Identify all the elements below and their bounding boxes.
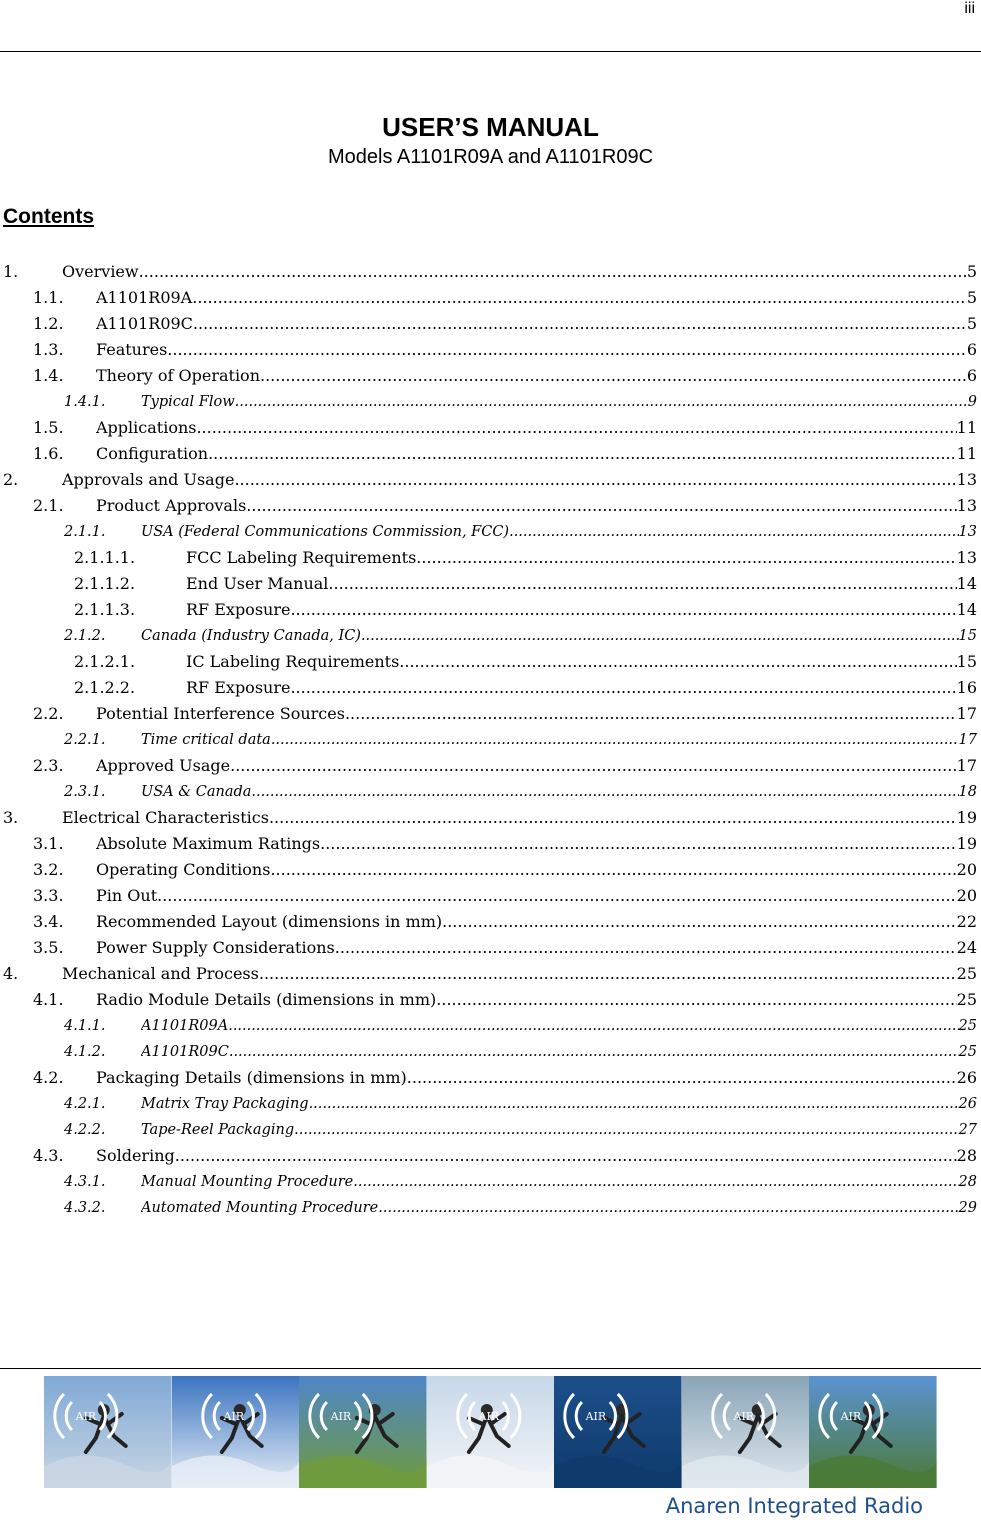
- toc-leader-dots: [259, 961, 957, 987]
- toc-entry[interactable]: [0, 571, 981, 597]
- toc-entry-label: Absolute Maximum Ratings: [96, 834, 321, 853]
- toc-entry-label: Soldering: [96, 1146, 175, 1165]
- toc-entry[interactable]: [0, 649, 981, 675]
- toc-leader-dots: [235, 389, 968, 415]
- toc-entry-page: 28: [958, 1174, 977, 1190]
- svg-text:AIR: AIR: [330, 1409, 352, 1424]
- toc-entry-label: Packaging Details (dimensions in mm): [96, 1068, 407, 1087]
- toc-entry[interactable]: [0, 727, 981, 753]
- toc-entry-number: 4.1.1.: [64, 1018, 106, 1034]
- toc-entry-number: 4.2.1.: [64, 1096, 106, 1112]
- toc-entry-page: 22: [956, 912, 977, 931]
- toc-entry-page: 9: [967, 394, 977, 410]
- banner-panel: [172, 1376, 300, 1488]
- toc-leader-dots: [208, 441, 957, 467]
- toc-leader-dots: [361, 623, 959, 649]
- sports-banner: [44, 1376, 937, 1488]
- toc-entry[interactable]: [0, 1065, 981, 1091]
- toc-entry[interactable]: [0, 545, 981, 571]
- toc-entry-number: 4.2.2.: [64, 1122, 106, 1138]
- toc-leader-dots: [251, 779, 958, 805]
- toc-entry-number: 1.2.: [33, 314, 64, 333]
- toc-entry-number: 2.2.1.: [64, 732, 106, 748]
- svg-text:AIR: AIR: [478, 1409, 499, 1424]
- toc-entry-page: 13: [958, 524, 977, 540]
- toc-entry-page: 27: [958, 1122, 977, 1138]
- toc-entry-page: 24: [956, 938, 977, 957]
- toc-entry-number: 4.: [3, 964, 19, 983]
- toc-entry-number: 3.: [3, 808, 19, 827]
- toc-entry-page: 14: [956, 574, 977, 593]
- toc-entry[interactable]: [0, 857, 981, 883]
- toc-entry-page: 5: [966, 288, 977, 307]
- toc-entry-page: 11: [956, 444, 977, 463]
- toc-entry-label: RF Exposure: [186, 600, 291, 619]
- toc-entry[interactable]: [0, 987, 981, 1013]
- toc-entry-number: 2.1.1.2.: [74, 574, 136, 593]
- toc-entry[interactable]: [0, 831, 981, 857]
- toc-leader-dots: [192, 285, 967, 311]
- toc-entry-number: 4.3.: [33, 1146, 64, 1165]
- toc-entry-label: USA & Canada: [141, 784, 252, 800]
- toc-entry-number: 4.3.2.: [64, 1200, 106, 1216]
- toc-entry[interactable]: [0, 389, 981, 415]
- toc-entry-page: 5: [966, 262, 977, 281]
- toc-entry[interactable]: [0, 1195, 981, 1221]
- toc-entry-number: 4.1.: [33, 990, 64, 1009]
- toc-leader-dots: [196, 415, 956, 441]
- toc-leader-dots: [229, 1039, 959, 1065]
- svg-text:AIR: AIR: [585, 1409, 607, 1424]
- toc-entry-number: 4.3.1.: [64, 1174, 106, 1190]
- toc-entry-page: 6: [966, 340, 977, 359]
- toc-entry-number: 2.1.1.1.: [74, 548, 136, 567]
- toc-leader-dots: [509, 519, 958, 545]
- toc-entry-number: 1.4.1.: [64, 394, 106, 410]
- toc-entry-number: 2.3.: [33, 756, 64, 775]
- toc-entry-label: FCC Labeling Requirements: [186, 548, 417, 567]
- toc-entry-label: RF Exposure: [186, 678, 291, 697]
- toc-entry-page: 16: [956, 678, 977, 697]
- svg-text:AIR: AIR: [75, 1409, 97, 1424]
- toc-entry-label: Overview: [62, 262, 139, 281]
- toc-entry-number: 1.5.: [33, 418, 64, 437]
- toc-entry[interactable]: [0, 623, 981, 649]
- toc-entry-page: 11: [956, 418, 977, 437]
- toc-entry-page: 17: [956, 704, 977, 723]
- toc-entry[interactable]: [0, 415, 981, 441]
- toc-leader-dots: [328, 571, 956, 597]
- document-subtitle: Models A1101R09A and A1101R09C: [327, 146, 654, 168]
- toc-entry-label: Time critical data: [141, 732, 271, 748]
- toc-leader-dots: [269, 805, 957, 831]
- toc-leader-dots: [399, 649, 956, 675]
- toc-entry-label: Typical Flow: [141, 394, 235, 410]
- toc-entry-label: Operating Conditions: [96, 860, 271, 879]
- toc-entry-page: 5: [966, 314, 977, 333]
- toc-leader-dots: [228, 1013, 958, 1039]
- toc-entry-label: USA (Federal Communications Commission, FCC): [141, 524, 510, 540]
- toc-entry-label: Features: [96, 340, 168, 359]
- toc-entry[interactable]: [0, 1117, 981, 1143]
- toc-entry-number: 2.1.: [33, 496, 64, 515]
- toc-leader-dots: [290, 597, 956, 623]
- toc-entry-number: 1.1.: [33, 288, 64, 307]
- toc-entry-number: 2.: [3, 470, 19, 489]
- toc-entry[interactable]: [0, 753, 981, 779]
- toc-entry-label: Approvals and Usage: [62, 470, 235, 489]
- toc-entry[interactable]: [0, 311, 981, 337]
- toc-entry-page: 25: [956, 964, 977, 983]
- toc-entry-number: 3.5.: [33, 938, 64, 957]
- toc-leader-dots: [290, 675, 956, 701]
- toc-leader-dots: [175, 1143, 957, 1169]
- toc-entry-page: 25: [956, 990, 977, 1009]
- toc-entry-label: Recommended Layout (dimensions in mm): [96, 912, 443, 931]
- toc-entry-number: 4.2.: [33, 1068, 64, 1087]
- brand-logo-text: Anaren Integrated Radio: [665, 1494, 923, 1518]
- toc-entry-number: 3.4.: [33, 912, 64, 931]
- toc-entry[interactable]: [0, 935, 981, 961]
- toc-entry-page: 20: [956, 860, 977, 879]
- toc-leader-dots: [335, 935, 957, 961]
- toc-leader-dots: [139, 259, 967, 285]
- toc-entry-page: 14: [956, 600, 977, 619]
- toc-leader-dots: [353, 1169, 958, 1195]
- banner-panel: [809, 1376, 937, 1488]
- toc-entry[interactable]: [0, 363, 981, 389]
- contents-heading: Contents: [3, 205, 94, 228]
- toc-entry[interactable]: [0, 1169, 981, 1195]
- toc-entry-number: 1.6.: [33, 444, 64, 463]
- toc-entry[interactable]: [0, 675, 981, 701]
- toc-entry-label: Automated Mounting Procedure: [141, 1200, 379, 1216]
- toc-entry-page: 28: [956, 1146, 977, 1165]
- toc-entry-label: Pin Out: [96, 886, 158, 905]
- toc-entry-label: Configuration: [96, 444, 209, 463]
- toc-entry-number: 3.1.: [33, 834, 64, 853]
- toc-entry-page: 19: [956, 808, 977, 827]
- page-number: iii: [964, 0, 975, 17]
- toc-entry-page: 13: [956, 548, 977, 567]
- toc-entry-page: 15: [956, 652, 977, 671]
- toc-entry[interactable]: [0, 1039, 981, 1065]
- toc-entry[interactable]: [0, 467, 981, 493]
- document-title: USER’S MANUAL: [382, 112, 599, 142]
- toc-entry-label: Radio Module Details (dimensions in mm): [96, 990, 437, 1009]
- svg-text:AIR: AIR: [223, 1409, 244, 1424]
- toc-entry-label: Power Supply Considerations: [96, 938, 335, 957]
- toc-entry-page: 13: [956, 470, 977, 489]
- toc-entry-page: 26: [956, 1068, 977, 1087]
- toc-entry-page: 15: [958, 628, 977, 644]
- toc-entry-page: 25: [958, 1018, 977, 1034]
- toc-leader-dots: [234, 467, 956, 493]
- toc-leader-dots: [260, 363, 967, 389]
- toc-leader-dots: [407, 1065, 957, 1091]
- toc-entry-label: Mechanical and Process: [62, 964, 259, 983]
- toc-leader-dots: [345, 701, 957, 727]
- toc-entry-label: Approved Usage: [96, 756, 231, 775]
- toc-entry[interactable]: [0, 493, 981, 519]
- toc-entry-page: 6: [966, 366, 977, 385]
- toc-entry-label: Tape-Reel Packaging: [141, 1122, 295, 1138]
- toc-entry[interactable]: [0, 337, 981, 363]
- banner-panel: [299, 1376, 427, 1488]
- toc-entry-number: 1.3.: [33, 340, 64, 359]
- toc-leader-dots: [442, 909, 957, 935]
- toc-entry[interactable]: [0, 961, 981, 987]
- banner-panel: [554, 1376, 682, 1488]
- toc-entry[interactable]: [0, 597, 981, 623]
- toc-leader-dots: [271, 727, 959, 753]
- toc-leader-dots: [416, 545, 956, 571]
- toc-entry[interactable]: [0, 1091, 981, 1117]
- toc-leader-dots: [436, 987, 956, 1013]
- toc-entry-number: 2.1.1.: [64, 524, 106, 540]
- header-rule: [0, 51, 981, 52]
- svg-text:AIR: AIR: [841, 1409, 862, 1424]
- banner-panel: [44, 1376, 172, 1488]
- toc-entry[interactable]: [0, 285, 981, 311]
- toc-entry-label: IC Labeling Requirements: [186, 652, 400, 671]
- toc-entry-label: Canada (Industry Canada, IC): [141, 628, 361, 644]
- toc-entry-page: 25: [958, 1044, 977, 1060]
- toc-entry-label: Potential Interference Sources: [96, 704, 345, 723]
- toc-leader-dots: [270, 857, 956, 883]
- toc-leader-dots: [167, 337, 967, 363]
- toc-leader-dots: [309, 1091, 959, 1117]
- toc-entry-number: 3.2.: [33, 860, 64, 879]
- toc-entry-label: A1101R09A: [96, 288, 193, 307]
- toc-entry-page: 17: [958, 732, 977, 748]
- toc-entry-label: A1101R09C: [96, 314, 193, 333]
- toc-entry-page: 19: [956, 834, 977, 853]
- toc-entry-page: 20: [956, 886, 977, 905]
- toc-entry-number: 4.1.2.: [64, 1044, 106, 1060]
- toc-entry-label: Theory of Operation: [96, 366, 260, 385]
- toc-entry-number: 1.4.: [33, 366, 64, 385]
- toc-entry-number: 2.1.2.: [64, 628, 106, 644]
- toc-leader-dots: [157, 883, 957, 909]
- toc-entry-number: 2.1.2.1.: [74, 652, 136, 671]
- toc-entry-label: A1101R09C: [141, 1044, 229, 1060]
- toc-leader-dots: [320, 831, 957, 857]
- toc-entry-label: Electrical Characteristics: [62, 808, 269, 827]
- toc-entry-number: 2.3.1.: [64, 784, 106, 800]
- toc-entry-page: 29: [958, 1200, 977, 1216]
- toc-entry-number: 2.1.2.2.: [74, 678, 136, 697]
- banner-panel: [427, 1376, 555, 1488]
- toc-entry-label: Applications: [96, 418, 197, 437]
- toc-entry-page: 18: [958, 784, 977, 800]
- toc-entry[interactable]: [0, 1013, 981, 1039]
- toc-entry[interactable]: [0, 701, 981, 727]
- toc-entry[interactable]: [0, 519, 981, 545]
- toc-entry[interactable]: [0, 441, 981, 467]
- toc-entry[interactable]: [0, 259, 981, 285]
- toc-leader-dots: [246, 493, 956, 519]
- toc-entry-label: A1101R09A: [141, 1018, 229, 1034]
- toc-entry-page: 17: [956, 756, 977, 775]
- banner-panel: [682, 1376, 810, 1488]
- toc-entry-label: Manual Mounting Procedure: [141, 1174, 354, 1190]
- toc-entry-label: Product Approvals: [96, 496, 247, 515]
- toc-entry[interactable]: [0, 1143, 981, 1169]
- toc-entry-number: 1.: [3, 262, 19, 281]
- toc-entry-number: 2.1.1.3.: [74, 600, 136, 619]
- toc-leader-dots: [193, 311, 967, 337]
- svg-text:AIR: AIR: [733, 1409, 754, 1424]
- toc-entry[interactable]: [0, 805, 981, 831]
- toc-leader-dots: [294, 1117, 958, 1143]
- footer-rule: [0, 1368, 981, 1369]
- toc-entry[interactable]: [0, 779, 981, 805]
- toc-entry[interactable]: [0, 909, 981, 935]
- toc-entry-page: 13: [956, 496, 977, 515]
- toc-entry-label: End User Manual: [186, 574, 329, 593]
- toc-leader-dots: [230, 753, 957, 779]
- toc-leader-dots: [378, 1195, 958, 1221]
- toc-entry-label: Matrix Tray Packaging: [141, 1096, 309, 1112]
- toc-entry-page: 26: [958, 1096, 977, 1112]
- toc-entry[interactable]: [0, 883, 981, 909]
- toc-entry-number: 3.3.: [33, 886, 64, 905]
- toc-entry-number: 2.2.: [33, 704, 64, 723]
